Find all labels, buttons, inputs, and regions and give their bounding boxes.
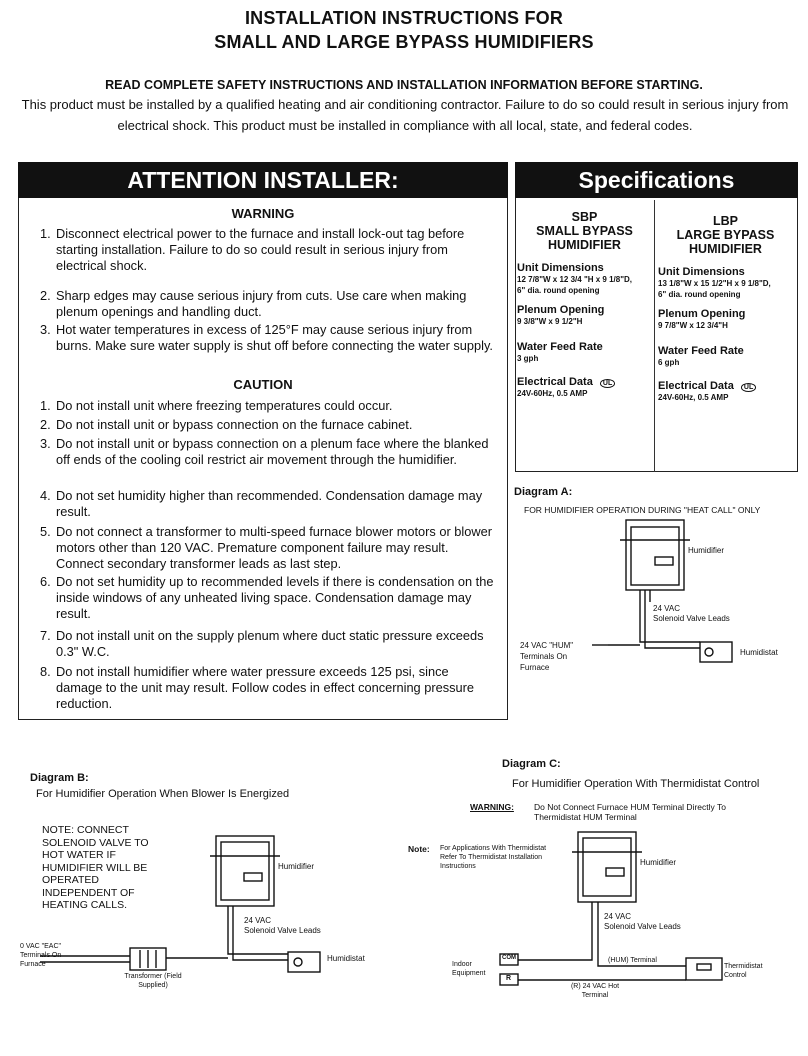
attention-heading: ATTENTION INSTALLER:: [18, 162, 508, 198]
lbp-feed-label: Water Feed Rate: [658, 345, 744, 357]
diagram-c-leads-voltage: 24 VAC: [604, 912, 631, 921]
specifications-heading: Specifications: [515, 162, 798, 198]
caution-number: 6.: [40, 574, 51, 589]
lbp-round-opening: 6" dia. round opening: [658, 290, 741, 299]
caution-number: 7.: [40, 628, 51, 643]
diagram-a-terminals-label: 24 VAC "HUM" Terminals On Furnace: [520, 641, 574, 672]
warning-heading: WARNING: [231, 206, 295, 221]
read-notice: READ COMPLETE SAFETY INSTRUCTIONS AND INSTALLATION INFORMATION BEFORE STARTING.: [105, 78, 703, 92]
caution-number: 8.: [40, 664, 51, 679]
diagram-b-note: NOTE: CONNECT SOLENOID VALVE TO HOT WATER IF HUMIDIFIER WILL BE OPERATED INDEPENDENT OF HEATING CALLS.: [42, 824, 149, 911]
diagram-b-transformer-label: Transformer (Field Supplied): [124, 973, 182, 989]
warning-number: 1.: [40, 226, 51, 241]
diagram-a-subtitle: FOR HUMIDIFIER OPERATION DURING "HEAT CALL" ONLY: [524, 505, 761, 515]
humidistat-b: [288, 952, 320, 972]
diagram-c-humidifier-label: Humidifier: [640, 858, 677, 867]
diagram-a-leads-label: Solenoid Valve Leads: [653, 614, 730, 623]
diagram-b-humidistat-label: Humidistat: [327, 954, 365, 963]
diagram-c-note-text: For Applications With Thermidistat Refer To Thermidistat Installation Instructions: [440, 845, 547, 870]
caution-number: 2.: [40, 417, 51, 432]
sbp-unit-dim-label: Unit Dimensions: [517, 262, 604, 274]
diagram-a-humidifier-label: Humidifier: [688, 546, 725, 555]
sbp-electrical: 24V-60Hz, 0.5 AMP: [517, 389, 588, 398]
caution-text: Do not set humidity higher than recommended. Condensation damage may result.: [56, 488, 483, 519]
warning-number: 3.: [40, 322, 51, 337]
sbp-feed: 3 gph: [517, 354, 539, 363]
caution-text: Do not install unit on the supply plenum where duct static pressure exceeds 0.3" W.C.: [56, 628, 484, 659]
diagram-c-warning-text: Do Not Connect Furnace HUM Terminal Directly To Thermidistat HUM Terminal: [534, 802, 726, 822]
diagram-b-humidifier-label: Humidifier: [278, 862, 315, 871]
humidifier-unit-c: [578, 832, 636, 902]
diagram-c-thermidistat-label: Thermidistat Control: [724, 963, 763, 979]
sbp-name: SMALL BYPASS HUMIDIFIER: [536, 224, 633, 252]
diagram-c-indoor-label: Indoor Equipment: [452, 961, 486, 977]
diagram-c-hum-terminal-label: (HUM) Terminal: [608, 957, 657, 964]
lbp-plenum-label: Plenum Opening: [658, 308, 746, 320]
intro-paragraph: This product must be installed by a qualified heating and air conditioning contractor. Failure to do so could result in serious injury from electrical shock. This product must be installed in compliance with all local, state, and federal codes.: [21, 97, 789, 133]
diagram-c-r-label: R: [506, 975, 512, 982]
lbp-electrical-label-text: Electrical Data: [658, 380, 734, 392]
sbp-feed-label: Water Feed Rate: [517, 341, 603, 353]
diagram-a-leads-voltage: 24 VAC: [653, 604, 680, 613]
diagram-c-com-label: COM: [502, 955, 516, 961]
caution-text: Do not install unit or bypass connection on the furnace cabinet.: [56, 417, 413, 432]
caution-text: Do not install unit where freezing temperatures could occur.: [56, 398, 393, 413]
thermidistat-control: [686, 958, 722, 980]
diagram-a-title: Diagram A:: [514, 486, 573, 498]
diagram-c-warning-label: WARNING:: [470, 802, 514, 812]
caution-number: 1.: [40, 398, 51, 413]
diagram-b-leads-voltage: 24 VAC: [244, 916, 271, 925]
sbp-round-opening: 6" dia. round opening: [517, 286, 600, 295]
sbp-code: SBP: [571, 210, 598, 224]
diagram-c-title: Diagram C:: [502, 758, 561, 770]
document-title-line2: SMALL AND LARGE BYPASS HUMIDIFIERS: [214, 32, 594, 52]
diagram-b-title: Diagram B:: [30, 772, 89, 784]
caution-heading: CAUTION: [233, 377, 293, 392]
diagram-c-hot-terminal-label: (R) 24 VAC Hot Terminal: [570, 983, 620, 999]
diagram-b-terminals-label: 0 VAC "EAC" Terminals On Furnace: [20, 943, 62, 968]
sbp-plenum: 9 3/8"W x 9 1/2"H: [517, 317, 583, 326]
ul-icon: UL: [741, 383, 756, 392]
caution-text: Do not install humidifier where water pressure exceeds 125 psi, since damage to the unit may result. Follow codes in effect concerning pressure reduction.: [56, 664, 475, 711]
warning-text: Hot water temperatures in excess of 125°F may cause serious injury from burns. Make sure water supply is shut off before connecting the water supply.: [56, 322, 493, 353]
sbp-electrical-label-text: Electrical Data: [517, 376, 593, 388]
humidifier-unit-b: [216, 836, 274, 906]
warning-number: 2.: [40, 288, 51, 303]
caution-text: Do not connect a transformer to multi-speed furnace blower motors or blower motors other than 120 VAC. Premature component failure may result. Connect secondary transformer leads as last step.: [56, 524, 493, 571]
lbp-unit-dim: 13 1/8"W x 15 1/2"H x 9 1/8"D,: [658, 279, 771, 288]
caution-number: 4.: [40, 488, 51, 503]
lbp-unit-dim-label: Unit Dimensions: [658, 266, 745, 278]
diagram-b-leads-label: Solenoid Valve Leads: [244, 926, 321, 935]
caution-number: 3.: [40, 436, 51, 451]
diagram-b-subtitle: For Humidifier Operation When Blower Is Energized: [36, 788, 290, 800]
document-title-line1: INSTALLATION INSTRUCTIONS FOR: [244, 8, 564, 28]
caution-text: Do not install unit or bypass connection on a plenum face where the blanked off ends of the cooling coil restrict air movement through the humidifier.: [56, 436, 489, 467]
sbp-plenum-label: Plenum Opening: [517, 304, 605, 316]
warning-text: Sharp edges may cause serious injury from cuts. Use care when making plenum openings and handling duct.: [56, 288, 467, 319]
sbp-unit-dim: 12 7/8"W x 12 3/4 "H x 9 1/8"D,: [517, 275, 632, 284]
lbp-feed: 6 gph: [658, 358, 680, 367]
diagram-c-note-label: Note:: [408, 844, 430, 854]
humidifier-unit-a: [626, 520, 684, 590]
caution-number: 5.: [40, 524, 51, 539]
lbp-plenum: 9 7/8"W x 12 3/4"H: [658, 321, 728, 330]
ul-icon: UL: [600, 379, 615, 388]
diagram-a-humidistat-label: Humidistat: [740, 648, 778, 657]
lbp-name: LARGE BYPASS HUMIDIFIER: [676, 228, 775, 256]
caution-text: Do not set humidity up to recommended levels if there is condensation on the inside windows of any unheated living space. Condensation damage may result.: [56, 574, 494, 621]
warning-text: Disconnect electrical power to the furnace and install lock-out tag before starting installation. Failure to do so could result in serious injury from electrical shock.: [56, 226, 465, 273]
lbp-code: LBP: [713, 214, 738, 228]
diagram-c-leads-label: Solenoid Valve Leads: [604, 922, 681, 931]
lbp-electrical: 24V-60Hz, 0.5 AMP: [658, 393, 729, 402]
diagram-c-subtitle: For Humidifier Operation With Thermidistat Control: [512, 778, 760, 790]
